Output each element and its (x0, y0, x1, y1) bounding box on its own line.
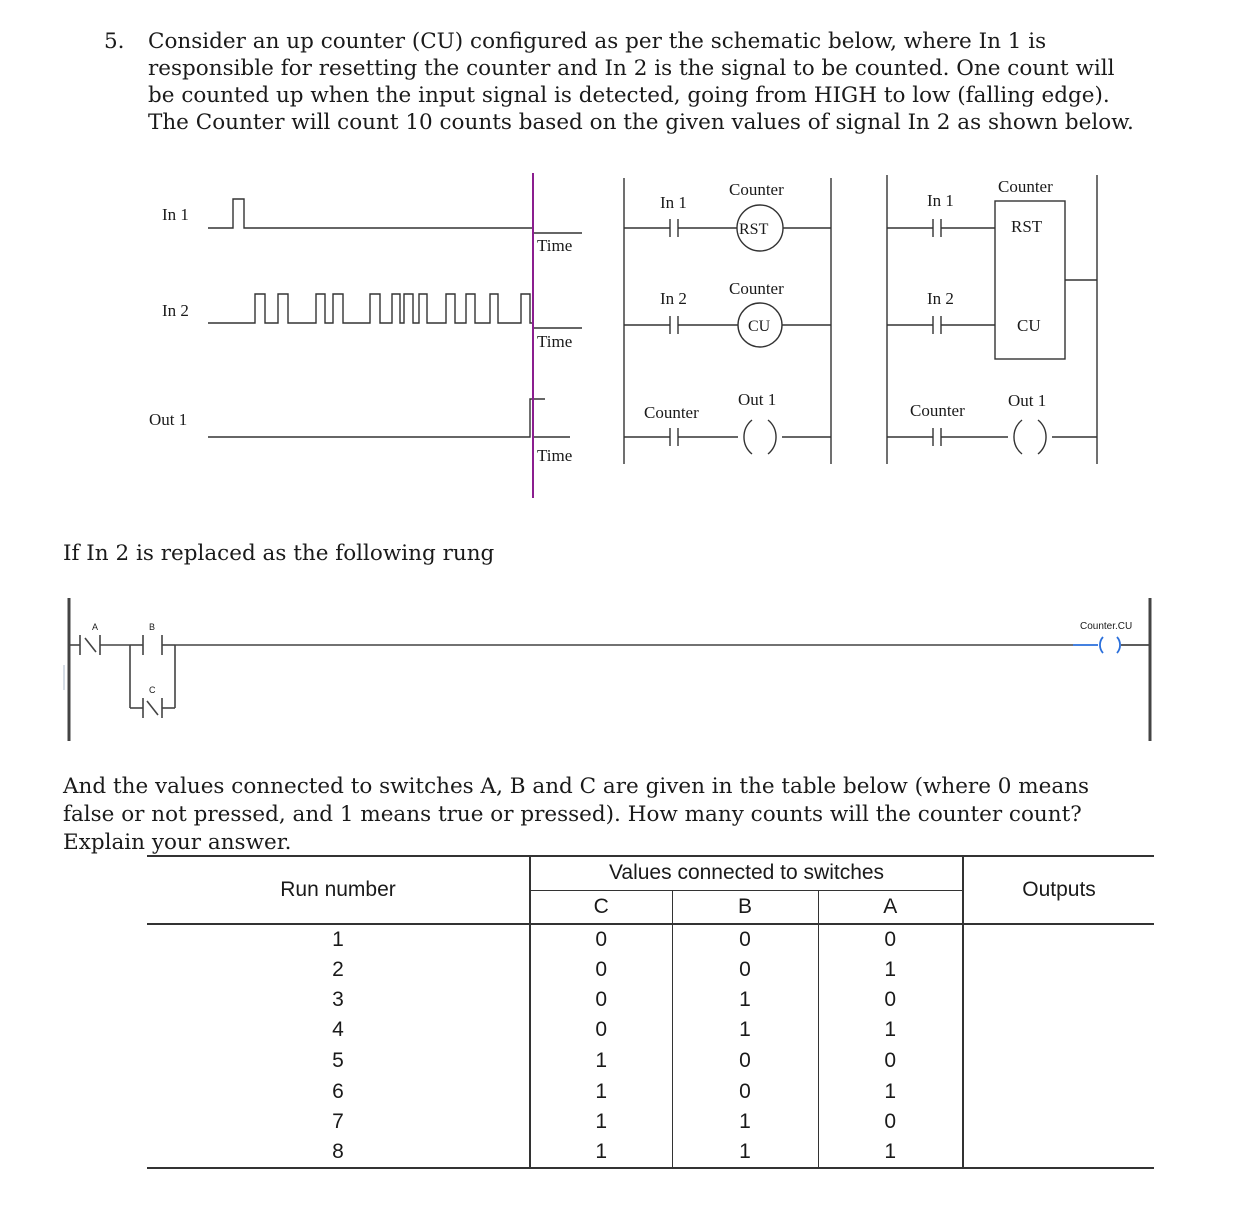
table-cell-b: 0 (672, 1045, 818, 1076)
table-cell-c: 0 (530, 1015, 672, 1045)
time-label-2: Time (537, 332, 573, 351)
table-cell-a: 0 (818, 1045, 963, 1076)
table-cell-a: 1 (818, 1137, 963, 1168)
table-cell-c: 0 (530, 924, 672, 955)
table-cell-run: 8 (332, 1140, 344, 1163)
table-cell-output (963, 1137, 1154, 1168)
in2-signal (208, 294, 533, 323)
ladder1-rst-label: RST (739, 221, 769, 238)
ladder2-in1-label: In 1 (927, 191, 954, 210)
table-cell-c: 1 (530, 1137, 672, 1168)
table-cell-run: 4 (332, 1018, 344, 1041)
table-cell-run: 6 (332, 1079, 344, 1103)
table-cell-run: 5 (332, 1048, 344, 1072)
table-cell-a: 1 (818, 955, 963, 985)
ladder2-out1-label: Out 1 (1008, 391, 1047, 410)
table-cell-b: 1 (672, 1107, 818, 1137)
out1-signal (208, 399, 545, 437)
table-cell-b: 0 (672, 924, 818, 955)
table-cell-a: 0 (818, 985, 963, 1015)
table-cell-run: 3 (332, 988, 344, 1011)
ladder1-counter-label-1: Counter (729, 180, 784, 199)
timing-diagram (208, 199, 582, 437)
ladder1-in1-label: In 1 (660, 193, 687, 212)
table-cell-run: 2 (332, 958, 344, 981)
table-cell-output (963, 1107, 1154, 1137)
ladder2-cu-label: CU (1017, 316, 1041, 335)
col-a-header: A (818, 890, 963, 924)
counter-cu-coil (1073, 637, 1150, 653)
ladder1-out1-label: Out 1 (738, 390, 777, 409)
rung-label-b: B (149, 622, 156, 632)
table-cell-output (963, 1045, 1154, 1076)
table-cell-run: 1 (332, 928, 344, 951)
table-cell-a: 0 (818, 1107, 963, 1137)
outputs-header: Outputs (963, 856, 1154, 924)
ladder1-counter-label-2: Counter (729, 279, 784, 298)
table-cell-c: 1 (530, 1045, 672, 1076)
ladder2-counter-contact-label: Counter (910, 401, 965, 420)
table-cell-output (963, 1076, 1154, 1107)
col-c-header: C (530, 890, 672, 924)
time-label-3: Time (537, 446, 573, 465)
table-cell-b: 1 (672, 1137, 818, 1168)
ladder-rung-abc (69, 598, 1150, 741)
timing-out1-label: Out 1 (149, 410, 188, 429)
col-b-header: B (672, 890, 818, 924)
table-cell-b: 0 (672, 955, 818, 985)
values-group-header: Values connected to switches (530, 856, 963, 890)
table-cell-run: 7 (332, 1110, 344, 1133)
ladder1-in2-label: In 2 (660, 289, 687, 308)
rung-label-a: A (92, 622, 99, 632)
question-number: 5. (104, 29, 125, 54)
table-cell-a: 1 (818, 1015, 963, 1045)
run-number-header: Run number (147, 856, 530, 924)
rung-label-c: C (149, 685, 156, 695)
timing-in1-label: In 1 (162, 205, 189, 224)
timing-in2-label: In 2 (162, 301, 189, 320)
ladder1-counter-contact-label: Counter (644, 403, 699, 422)
table-cell-output (963, 955, 1154, 985)
table-cell-b: 1 (672, 1015, 818, 1045)
table-cell-output (963, 1015, 1154, 1045)
table-cell-c: 0 (530, 985, 672, 1015)
table-cell-a: 1 (818, 1076, 963, 1107)
ladder1-cu-label: CU (748, 318, 771, 335)
table-cell-b: 0 (672, 1076, 818, 1107)
time-label-1: Time (537, 236, 573, 255)
table-cell-output (963, 985, 1154, 1015)
ladder2-rst-label: RST (1011, 217, 1043, 236)
table-cell-c: 1 (530, 1076, 672, 1107)
question-paragraph-2: And the values connected to switches A, B and C are given in the table below (where 0 means false or not pressed, and 1 means true or pressed). How many counts will the counter count? Explain your answer. (63, 774, 1090, 855)
table-cell-output (963, 924, 1154, 955)
ladder2-in2-label: In 2 (927, 289, 954, 308)
table-cell-a: 0 (818, 924, 963, 955)
question-text: Consider an up counter (CU) configured as per the schematic below, where In 1 is responsible for resetting the counter and In 2 is the signal to be counted. One count will be counted up when the input signal is detected, going from HIGH to low (falling edge). The Counter will count 10 counts based on the given values of signal In 2 as shown below. (148, 29, 1134, 135)
in1-signal (208, 199, 533, 228)
ladder2-counter-label: Counter (998, 177, 1053, 196)
table-cell-b: 1 (672, 985, 818, 1015)
ladder-diagram-2 (887, 175, 1097, 464)
replacement-intro: If In 2 is replaced as the following rung (63, 541, 495, 566)
table-cell-c: 0 (530, 955, 672, 985)
rung-coil-label: Counter.CU (1080, 621, 1133, 632)
table-cell-c: 1 (530, 1107, 672, 1137)
switch-values-table (147, 855, 1154, 1169)
